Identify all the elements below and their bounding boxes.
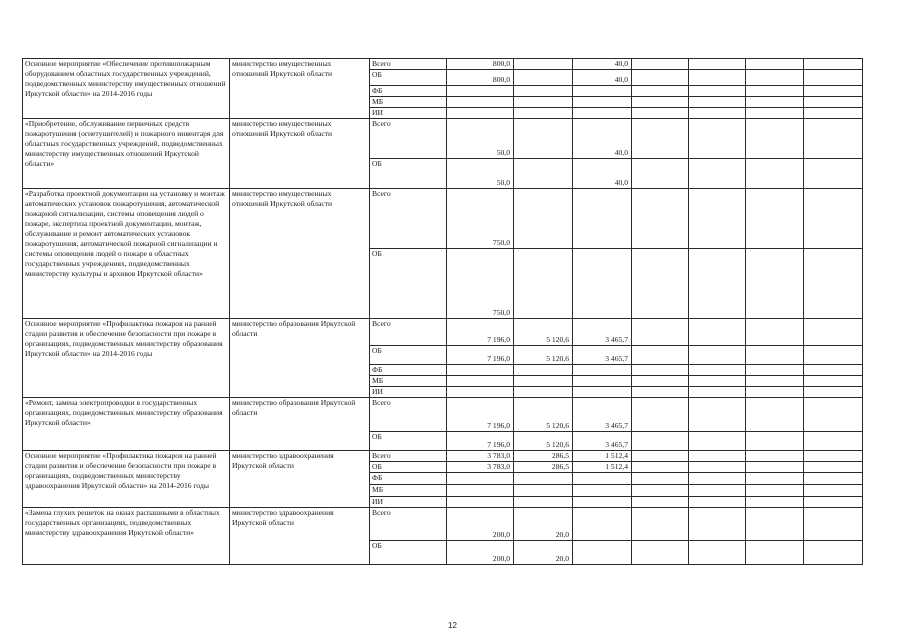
value-cell bbox=[746, 398, 804, 432]
value-cell bbox=[632, 86, 689, 97]
value-cell bbox=[804, 376, 863, 387]
value-cell bbox=[447, 365, 514, 376]
value-cell bbox=[689, 249, 746, 319]
value-cell bbox=[632, 508, 689, 541]
value-cell bbox=[514, 485, 573, 497]
funding-source-cell: ИИ bbox=[370, 108, 447, 119]
value-cell bbox=[746, 97, 804, 108]
value-cell bbox=[632, 497, 689, 508]
value-cell bbox=[804, 485, 863, 497]
value-cell bbox=[804, 346, 863, 365]
page-number: 12 bbox=[448, 621, 457, 630]
measure-cell: Основное мероприятие «Обеспечение противопожарным оборудованием областных государственных учреждений, подведомственных министерству имущественных отношений Иркутской области» на 2014-2016 годы bbox=[23, 59, 230, 119]
funding-source-cell: Всего bbox=[370, 508, 447, 541]
value-cell bbox=[447, 376, 514, 387]
value-cell bbox=[573, 249, 632, 319]
value-cell bbox=[804, 249, 863, 319]
executor-cell: министерство образования Иркутской области bbox=[230, 398, 370, 451]
value-cell bbox=[804, 432, 863, 451]
value-cell: 5 120,6 bbox=[514, 432, 573, 451]
value-cell bbox=[632, 398, 689, 432]
executor-cell: министерство имущественных отношений Иркутской области bbox=[230, 119, 370, 189]
value-cell bbox=[514, 473, 573, 485]
funding-source-cell: Всего bbox=[370, 59, 447, 70]
value-cell: 40,0 bbox=[573, 119, 632, 159]
value-cell bbox=[573, 485, 632, 497]
funding-source-cell: ОБ bbox=[370, 346, 447, 365]
funding-source-cell: ОБ bbox=[370, 541, 447, 565]
value-cell bbox=[746, 159, 804, 189]
value-cell bbox=[447, 86, 514, 97]
value-cell: 1 512,4 bbox=[573, 451, 632, 462]
funding-source-cell: ОБ bbox=[370, 70, 447, 86]
value-cell bbox=[573, 365, 632, 376]
value-cell bbox=[514, 189, 573, 249]
executor-cell: министерство имущественных отношений Иркутской области bbox=[230, 59, 370, 119]
value-cell bbox=[804, 365, 863, 376]
table-row bbox=[23, 398, 863, 432]
value-cell bbox=[573, 497, 632, 508]
value-cell bbox=[514, 387, 573, 398]
value-cell bbox=[632, 462, 689, 473]
funding-source-cell: ФБ bbox=[370, 473, 447, 485]
value-cell bbox=[804, 451, 863, 462]
value-cell bbox=[746, 451, 804, 462]
value-cell bbox=[689, 398, 746, 432]
table-row bbox=[23, 508, 863, 541]
funding-source-cell: ОБ bbox=[370, 432, 447, 451]
measure-cell: «Ремонт, замена электропроводки в государственных организациях, подведомственных министерству образования Иркутской области» bbox=[23, 398, 230, 451]
value-cell bbox=[447, 497, 514, 508]
value-cell bbox=[689, 365, 746, 376]
value-cell bbox=[804, 189, 863, 249]
value-cell bbox=[689, 387, 746, 398]
value-cell bbox=[746, 387, 804, 398]
value-cell bbox=[573, 376, 632, 387]
table-body bbox=[23, 59, 863, 565]
value-cell bbox=[746, 432, 804, 451]
value-cell bbox=[804, 398, 863, 432]
funding-source-cell: ИИ bbox=[370, 387, 447, 398]
value-cell bbox=[632, 473, 689, 485]
funding-source-cell: ИИ bbox=[370, 497, 447, 508]
value-cell: 20,0 bbox=[514, 541, 573, 565]
value-cell: 7 196,0 bbox=[447, 432, 514, 451]
value-cell bbox=[689, 462, 746, 473]
value-cell: 5 120,6 bbox=[514, 319, 573, 346]
value-cell bbox=[746, 473, 804, 485]
value-cell bbox=[632, 346, 689, 365]
value-cell bbox=[689, 119, 746, 159]
table-row bbox=[23, 319, 863, 346]
value-cell bbox=[514, 159, 573, 189]
value-cell bbox=[746, 497, 804, 508]
value-cell bbox=[689, 319, 746, 346]
value-cell bbox=[746, 508, 804, 541]
value-cell bbox=[689, 86, 746, 97]
value-cell: 7 196,0 bbox=[447, 398, 514, 432]
value-cell bbox=[689, 189, 746, 249]
value-cell bbox=[804, 108, 863, 119]
value-cell bbox=[632, 59, 689, 70]
value-cell bbox=[746, 365, 804, 376]
value-cell bbox=[689, 59, 746, 70]
measure-cell: «Замена глухих решеток на окнах распашными в областных государственных организациях, подведомственных министерству здравоохранения Иркутской области» bbox=[23, 508, 230, 565]
value-cell bbox=[632, 451, 689, 462]
value-cell: 50,0 bbox=[447, 119, 514, 159]
value-cell: 3 465,7 bbox=[573, 319, 632, 346]
table-row bbox=[23, 189, 863, 249]
value-cell bbox=[804, 497, 863, 508]
value-cell bbox=[804, 508, 863, 541]
value-cell bbox=[632, 376, 689, 387]
measure-cell: «Приобретение, обслуживание первичных средств пожаротушения (огнетушителей) и пожарного инвентаря для областных государственных учреждений, подведомственных министерству имущественных отношений Иркутской области» bbox=[23, 119, 230, 189]
value-cell bbox=[573, 97, 632, 108]
value-cell bbox=[689, 541, 746, 565]
measure-cell: Основное мероприятие «Профилактика пожаров на ранней стадии развития и обеспечение безопасности при пожаре в организациях, подведомственных министерству здравоохранения Иркутской области» на 2014-2016 годы bbox=[23, 451, 230, 508]
value-cell bbox=[804, 462, 863, 473]
funding-source-cell: Всего bbox=[370, 398, 447, 432]
value-cell bbox=[804, 70, 863, 86]
value-cell: 800,0 bbox=[447, 70, 514, 86]
value-cell bbox=[746, 249, 804, 319]
budget-table bbox=[22, 58, 863, 565]
value-cell: 200,0 bbox=[447, 541, 514, 565]
value-cell bbox=[804, 97, 863, 108]
value-cell: 7 196,0 bbox=[447, 319, 514, 346]
value-cell bbox=[746, 189, 804, 249]
value-cell bbox=[514, 97, 573, 108]
value-cell: 50,0 bbox=[447, 159, 514, 189]
value-cell bbox=[514, 108, 573, 119]
value-cell bbox=[746, 319, 804, 346]
value-cell bbox=[746, 376, 804, 387]
value-cell: 5 120,6 bbox=[514, 398, 573, 432]
funding-source-cell: Всего bbox=[370, 319, 447, 346]
funding-source-cell: Всего bbox=[370, 451, 447, 462]
value-cell bbox=[514, 59, 573, 70]
value-cell bbox=[746, 108, 804, 119]
value-cell bbox=[573, 189, 632, 249]
value-cell bbox=[632, 485, 689, 497]
value-cell bbox=[746, 119, 804, 159]
table-row bbox=[23, 59, 863, 70]
value-cell bbox=[746, 346, 804, 365]
value-cell bbox=[689, 70, 746, 86]
value-cell: 750,0 bbox=[447, 249, 514, 319]
value-cell bbox=[447, 485, 514, 497]
value-cell bbox=[514, 119, 573, 159]
value-cell bbox=[632, 541, 689, 565]
value-cell: 286,5 bbox=[514, 451, 573, 462]
funding-source-cell: Всего bbox=[370, 189, 447, 249]
value-cell bbox=[632, 387, 689, 398]
value-cell bbox=[689, 346, 746, 365]
value-cell bbox=[632, 70, 689, 86]
funding-source-cell: ФБ bbox=[370, 365, 447, 376]
value-cell bbox=[573, 541, 632, 565]
executor-cell: министерство имущественных отношений Иркутской области bbox=[230, 189, 370, 319]
funding-source-cell: МБ bbox=[370, 376, 447, 387]
measure-cell: «Разработка проектной документации на установку и монтаж автоматических установок пожаротушения, автоматической пожарной сигнализации, системы оповещения людей о пожаре, экспертиза проектной документации, монтаж, обслуживание и ремонт автоматических установок пожаротушения, автоматической пожарной сигнализации и системы оповещения людей о пожаре в областных государственных учреждениях, подведомственных министерству культуры и архивов Иркутской области» bbox=[23, 189, 230, 319]
value-cell: 750,0 bbox=[447, 189, 514, 249]
value-cell: 20,0 bbox=[514, 508, 573, 541]
executor-cell: министерство здравоохранения Иркутской области bbox=[230, 451, 370, 508]
value-cell bbox=[447, 473, 514, 485]
value-cell bbox=[514, 249, 573, 319]
value-cell bbox=[632, 97, 689, 108]
value-cell: 40,0 bbox=[573, 159, 632, 189]
funding-source-cell: ОБ bbox=[370, 249, 447, 319]
value-cell: 286,5 bbox=[514, 462, 573, 473]
value-cell: 7 196,0 bbox=[447, 346, 514, 365]
value-cell bbox=[514, 86, 573, 97]
value-cell bbox=[573, 387, 632, 398]
value-cell bbox=[804, 159, 863, 189]
value-cell bbox=[804, 319, 863, 346]
value-cell bbox=[804, 541, 863, 565]
value-cell bbox=[514, 376, 573, 387]
value-cell bbox=[573, 86, 632, 97]
value-cell: 1 512,4 bbox=[573, 462, 632, 473]
value-cell bbox=[632, 108, 689, 119]
value-cell bbox=[689, 159, 746, 189]
funding-source-cell: ОБ bbox=[370, 462, 447, 473]
value-cell: 3 783,0 bbox=[447, 462, 514, 473]
value-cell bbox=[632, 159, 689, 189]
value-cell bbox=[632, 365, 689, 376]
value-cell: 40,0 bbox=[573, 70, 632, 86]
executor-cell: министерство здравоохранения Иркутской области bbox=[230, 508, 370, 565]
value-cell bbox=[804, 387, 863, 398]
value-cell bbox=[746, 70, 804, 86]
table-row bbox=[23, 119, 863, 159]
value-cell bbox=[632, 119, 689, 159]
value-cell bbox=[746, 59, 804, 70]
value-cell bbox=[573, 473, 632, 485]
value-cell bbox=[746, 485, 804, 497]
value-cell bbox=[804, 59, 863, 70]
funding-source-cell: МБ bbox=[370, 97, 447, 108]
value-cell bbox=[689, 376, 746, 387]
value-cell bbox=[689, 97, 746, 108]
value-cell bbox=[804, 473, 863, 485]
value-cell bbox=[746, 541, 804, 565]
value-cell: 3 465,7 bbox=[573, 432, 632, 451]
value-cell bbox=[632, 319, 689, 346]
value-cell bbox=[573, 508, 632, 541]
value-cell: 200,0 bbox=[447, 508, 514, 541]
value-cell bbox=[632, 189, 689, 249]
executor-cell: министерство образования Иркутской области bbox=[230, 319, 370, 398]
value-cell bbox=[632, 432, 689, 451]
value-cell: 5 120,6 bbox=[514, 346, 573, 365]
value-cell: 800,0 bbox=[447, 59, 514, 70]
funding-source-cell: ФБ bbox=[370, 86, 447, 97]
value-cell bbox=[632, 249, 689, 319]
funding-source-cell: ОБ bbox=[370, 159, 447, 189]
value-cell bbox=[689, 497, 746, 508]
value-cell bbox=[689, 485, 746, 497]
measure-cell: Основное мероприятие «Профилактика пожаров на ранней стадии развития и обеспечение безопасности при пожаре в организациях, подведомственных министерству образования Иркутской области» на 2014-2016 годы bbox=[23, 319, 230, 398]
value-cell bbox=[689, 108, 746, 119]
value-cell bbox=[689, 508, 746, 541]
value-cell: 3 465,7 bbox=[573, 346, 632, 365]
funding-source-cell: Всего bbox=[370, 119, 447, 159]
value-cell bbox=[689, 432, 746, 451]
value-cell bbox=[804, 119, 863, 159]
value-cell: 3 465,7 bbox=[573, 398, 632, 432]
value-cell bbox=[447, 387, 514, 398]
value-cell bbox=[804, 86, 863, 97]
value-cell bbox=[746, 462, 804, 473]
value-cell bbox=[514, 70, 573, 86]
value-cell: 3 783,0 bbox=[447, 451, 514, 462]
funding-source-cell: МБ bbox=[370, 485, 447, 497]
value-cell bbox=[689, 451, 746, 462]
value-cell: 40,0 bbox=[573, 59, 632, 70]
table-row bbox=[23, 451, 863, 462]
value-cell bbox=[514, 497, 573, 508]
value-cell bbox=[689, 473, 746, 485]
value-cell bbox=[746, 86, 804, 97]
value-cell bbox=[447, 97, 514, 108]
value-cell bbox=[447, 108, 514, 119]
value-cell bbox=[514, 365, 573, 376]
value-cell bbox=[573, 108, 632, 119]
